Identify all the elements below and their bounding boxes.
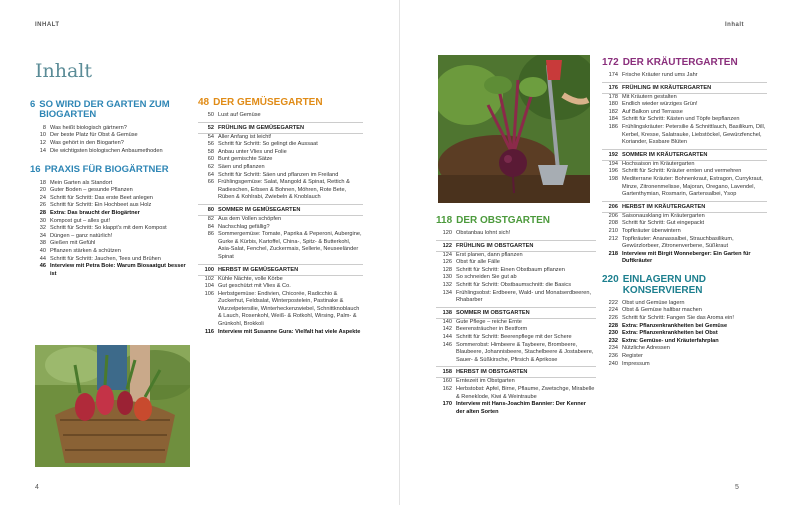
toc-page-number: 170 (442, 401, 452, 408)
toc-entry-title: Obst für alle Fälle (456, 259, 500, 266)
toc-list (602, 213, 767, 266)
toc-page-number: 196 (608, 168, 618, 175)
toc-entry (30, 248, 190, 256)
toc-page-number: 24 (39, 194, 46, 201)
toc-list (198, 134, 363, 202)
toc-entry-title: Obst & Gemüse haltbar machen (622, 307, 702, 314)
subsection-heading: 206 HERBST IM KRÄUTERGARTEN (602, 201, 767, 213)
toc-entry (436, 290, 596, 305)
toc-entry-title: Schritt für Schritt: Das erste Beet anlegen (50, 194, 153, 201)
page-title: Inhalt (35, 60, 93, 82)
toc-page-number: 104 (204, 283, 214, 290)
toc-entry-title: Die wichtigsten biologischen Anbaumethoden (50, 147, 163, 154)
toc-page-number: 34 (39, 232, 46, 239)
toc-entry-title: Frühlingsgemüse: Salat, Mangold & Spinat, Rettich & Radieschen, Erbsen & Bohnen, Möhren, Rote Bete, Rüben & Kohlrabi, Zwiebeln & Knoblauch (218, 179, 350, 201)
toc-entry (30, 125, 190, 133)
toc-page-number: 160 (442, 378, 452, 385)
toc-entry (602, 124, 767, 147)
toc-entry (602, 361, 767, 369)
toc-entry-title: Schritt für Schritt: Säen und pflanzen im Freiland (218, 171, 339, 178)
toc-page-number: 186 (608, 123, 618, 130)
toc-column-4 (602, 57, 767, 368)
toc-entry (436, 319, 596, 327)
toc-entry (602, 72, 767, 80)
toc-entry-title: Extra: Das braucht der Biogärtner (50, 210, 140, 217)
section-heading-kraeutergarten: 172 DER KRÄUTERGARTEN (602, 57, 738, 68)
toc-entry (602, 251, 767, 266)
toc-entry-title: Nützliche Adressen (622, 345, 670, 352)
toc-entry (30, 195, 190, 203)
toc-list (436, 319, 596, 365)
vegetable-basket-photo (35, 345, 190, 467)
toc-entry-title: Interview mit Petra Boie: Warum Biosaatgut besser ist (50, 263, 186, 277)
toc-entry-title: Interview mit Birgit Wonneberger: Ein Garten für Duftkräuter (622, 250, 751, 265)
toc-entry (436, 386, 596, 401)
toc-entry-title: Saisonausklang im Kräutergarten (622, 212, 705, 219)
toc-entry (30, 180, 190, 188)
toc-entry (602, 228, 767, 236)
toc-page-number: 130 (442, 274, 452, 281)
toc-page-number: 126 (442, 259, 452, 266)
toc-page-number: 228 (608, 322, 618, 329)
toc-entry (436, 401, 596, 416)
toc-page-number: 106 (204, 290, 214, 297)
toc-page-number: 232 (608, 337, 618, 344)
toc-entry (198, 149, 363, 157)
toc-entry (602, 94, 767, 102)
toc-entry-title: Aller Anfang ist leicht! (218, 133, 272, 140)
toc-page-number: 30 (39, 217, 46, 224)
toc-entry (602, 353, 767, 361)
toc-list (198, 112, 363, 120)
toc-entry-title: Schritt für Schritt: Gut eingepackt (622, 220, 705, 227)
toc-entry-title: Interview mit Susanne Gura: Vielfalt hat viele Aspekte (218, 328, 361, 335)
toc-page-number: 32 (39, 225, 46, 232)
toc-entry (602, 213, 767, 221)
toc-entry-title: Erst planen, dann pflanzen (456, 251, 523, 258)
toc-entry-title: Guter Boden – gesunde Pflanzen (50, 187, 133, 194)
subsection-heading: 122 FRÜHLING IM OBSTGARTEN (436, 240, 596, 252)
toc-list (436, 378, 596, 416)
toc-entry-title: Was gehört in den Biogarten? (50, 140, 124, 147)
toc-entry-title: Impressum (622, 360, 650, 367)
page-number-left: 4 (35, 484, 39, 491)
toc-entry-title: Schritt für Schritt: So gelingt die Aussaat (218, 141, 318, 148)
toc-page-number: 210 (608, 227, 618, 234)
toc-entry-title: Endlich wieder würziges Grün! (622, 101, 698, 108)
toc-entry (602, 236, 767, 251)
toc-page-number: 198 (608, 175, 618, 182)
toc-entry (30, 233, 190, 241)
toc-entry (436, 259, 596, 267)
subsection-heading: 158 HERBST IM OBSTGARTEN (436, 366, 596, 378)
toc-page-number: 182 (608, 108, 618, 115)
toc-entry (436, 252, 596, 260)
beetroot-illustration (438, 55, 590, 203)
toc-page-number: 120 (442, 230, 452, 236)
toc-page-number: 194 (608, 160, 618, 167)
toc-entry-title: Nachschlag gefällig? (218, 223, 270, 230)
toc-entry-title: Beerensträucher in Bestform (456, 326, 528, 333)
toc-page-number: 86 (207, 231, 214, 238)
toc-entry (436, 230, 596, 238)
toc-page-number: 140 (442, 318, 452, 325)
toc-list (436, 230, 596, 238)
toc-list (602, 72, 767, 80)
toc-entry (602, 101, 767, 109)
toc-page-number: 206 (608, 212, 618, 219)
toc-entry (30, 256, 190, 264)
toc-page-number: 226 (608, 315, 618, 322)
toc-entry-title: Sommerobst: Himbeere & Taybeere, Brombeere, Blaubeere, Johannisbeere, Stachelbeere & Jostabeere, Sauer- & Süßkirsche, Pfirsich & Aprikose (456, 341, 594, 363)
toc-page-number: 234 (608, 345, 618, 352)
toc-page-number: 54 (207, 133, 214, 140)
toc-page-number: 230 (608, 330, 618, 337)
toc-column-1 (30, 100, 190, 278)
toc-entry (30, 240, 190, 248)
toc-page-number: 240 (608, 360, 618, 367)
toc-entry-title: Bunt gemischte Sätze (218, 156, 273, 163)
toc-entry-title: Schritt für Schritt: Fangen Sie das Aroma ein! (622, 315, 734, 322)
toc-entry (198, 291, 363, 329)
toc-page-number: 178 (608, 93, 618, 100)
toc-list (436, 252, 596, 305)
toc-entry (30, 225, 190, 233)
toc-page-number: 146 (442, 341, 452, 348)
toc-entry-title: Interview mit Hans-Joachim Bannier: Der Kenner der alten Sorten (456, 401, 586, 415)
toc-entry-title: Extra: Gemüse- und Kräuterfahrplan (622, 337, 719, 344)
toc-entry (602, 323, 767, 331)
toc-entry (30, 202, 190, 210)
toc-page-number: 84 (207, 223, 214, 230)
toc-entry (602, 300, 767, 308)
toc-list (30, 180, 190, 279)
running-header-right: Inhalt (725, 22, 744, 28)
toc-entry-title: Mein Garten als Standort (50, 179, 113, 186)
toc-entry (198, 231, 363, 261)
toc-page-number: 26 (39, 202, 46, 209)
toc-page-number: 64 (207, 171, 214, 178)
toc-entry (198, 224, 363, 232)
toc-entry-title: Gute Pflege – reiche Ernte (456, 318, 522, 325)
toc-page-number: 116 (204, 328, 214, 335)
toc-entry (436, 282, 596, 290)
toc-entry (602, 345, 767, 353)
toc-entry (198, 329, 363, 337)
toc-list (602, 161, 767, 199)
section-heading-einlagern: 220 EINLAGERN UND KONSERVIEREN (602, 273, 707, 296)
subsection-heading: 80 SOMMER IM GEMÜSEGARTEN (198, 204, 363, 216)
toc-entry-title: Hochsaison im Kräutergarten (622, 160, 695, 167)
toc-column-3 (436, 215, 596, 416)
toc-page-number: 124 (442, 251, 452, 258)
toc-entry-title: Aus dem Vollen schöpfen (218, 215, 282, 222)
toc-list (602, 300, 767, 368)
toc-entry (198, 134, 363, 142)
subsection-heading: 52 FRÜHLING IM GEMÜSEGARTEN (198, 122, 363, 134)
toc-list (602, 94, 767, 147)
toc-page-number: 212 (608, 235, 618, 242)
toc-entry (436, 326, 596, 334)
toc-page-number: 128 (442, 266, 452, 273)
toc-entry-title: Schritt für Schritt: Jauchen, Tees und Brühen (50, 255, 161, 262)
toc-page-number: 56 (207, 141, 214, 148)
toc-entry-title: Schritt für Schritt: Beerenpflege mit der Schere (456, 333, 572, 340)
toc-entry (30, 140, 190, 148)
toc-entry-title: So schneiden Sie gut ab (456, 274, 517, 281)
section-heading-gemuesegarten: 48 DER GEMÜSEGARTEN (198, 97, 323, 108)
toc-entry-title: Topfkräuter überwintern (622, 227, 681, 234)
toc-entry (602, 168, 767, 176)
toc-entry-title: Schritt für Schritt: Kästen und Töpfe bepflanzen (622, 116, 740, 123)
toc-page-number: 132 (442, 281, 452, 288)
toc-page-number: 58 (207, 148, 214, 155)
toc-entry-title: Anbau unter Vlies und Folie (218, 148, 287, 155)
toc-entry-title: Obst und Gemüse lagern (622, 299, 685, 306)
toc-entry (198, 164, 363, 172)
toc-entry-title: Frische Kräuter rund ums Jahr (622, 72, 698, 78)
toc-entry (602, 116, 767, 124)
toc-page-number: 44 (39, 255, 46, 262)
toc-page-number: 10 (39, 132, 46, 139)
toc-entry-title: Schritt für Schritt: Ein Hochbeet aus Holz (50, 202, 152, 209)
toc-page-number: 14 (39, 147, 46, 154)
toc-entry-title: Säen und pflanzen (218, 163, 265, 170)
toc-entry (602, 109, 767, 117)
toc-entry (602, 315, 767, 323)
running-header-left: INHALT (35, 22, 60, 28)
toc-entry (602, 176, 767, 199)
section-heading-biogarten: 6 SO WIRD DER GARTEN ZUM BIOGARTEN (30, 99, 170, 121)
toc-entry (198, 156, 363, 164)
toc-entry (436, 274, 596, 282)
toc-entry (436, 378, 596, 386)
toc-page-number: 236 (608, 353, 618, 360)
toc-entry (436, 267, 596, 275)
toc-entry-title: Gießen mit Gefühl (50, 240, 96, 247)
toc-entry (30, 132, 190, 140)
toc-page-number: 162 (442, 385, 452, 392)
toc-page-number: 40 (39, 248, 46, 255)
subsection-heading: 100 HERBST IM GEMÜSEGARTEN (198, 264, 363, 276)
right-page (400, 0, 800, 505)
toc-page-number: 12 (39, 140, 46, 147)
toc-entry (436, 342, 596, 365)
toc-page-number: 82 (207, 215, 214, 222)
toc-page-number: 222 (608, 299, 618, 306)
toc-column-2 (198, 97, 363, 336)
toc-list (198, 276, 363, 337)
toc-page-number: 20 (39, 187, 46, 194)
toc-page-number: 60 (207, 156, 214, 163)
toc-entry-title: Der beste Platz für Obst & Gemüse (50, 132, 138, 139)
toc-page-number: 28 (39, 210, 46, 217)
toc-entry-title: Mediterrane Kräuter: Bohnenkraut, Estragon, Currykraut, Minze, Zitronenmelisse, Majoran, Oregano, Lavendel, Gartenthymian, Rosmarin, Gartensalbei, Ysop (622, 175, 763, 198)
subsection-heading: 138 SOMMER IM OBSTGARTEN (436, 307, 596, 319)
toc-entry (30, 263, 190, 278)
toc-entry-title: Erntezeit im Obstgarten (456, 378, 515, 385)
toc-list (198, 216, 363, 262)
toc-entry-title: Pflanzen stärken & schützen (50, 248, 121, 255)
toc-entry (602, 161, 767, 169)
toc-entry-title: Düngen – ganz natürlich! (50, 232, 113, 239)
page-number-right: 5 (735, 484, 739, 491)
toc-entry (198, 283, 363, 291)
toc-entry (602, 307, 767, 315)
toc-entry (30, 148, 190, 156)
toc-entry-title: Extra: Pflanzenkrankheiten bei Gemüse (622, 322, 728, 329)
toc-page-number: 50 (207, 112, 214, 118)
toc-entry (198, 112, 363, 120)
toc-page-number: 142 (442, 326, 452, 333)
toc-entry (30, 187, 190, 195)
beetroot-photo (438, 55, 590, 203)
toc-entry-title: Herbstgemüse: Endivien, Chicorée, Radicchio & Zuckerhut, Feldsalat, Winterpostelein, Pastinake & Wurzelpetersilie, Winterheckenzwiebel, Schnittknoblauch & Lauch, Rosenkohl, Weiß- & Rotkohl, Wirsing, Palm- & Grünkohl, Brokkoli (218, 290, 360, 328)
toc-list (30, 125, 190, 155)
toc-page-number: 224 (608, 307, 618, 314)
toc-entry (602, 220, 767, 228)
toc-entry (30, 218, 190, 226)
toc-entry (198, 141, 363, 149)
toc-entry-title: Schritt für Schritt: Obstbaumschnitt: die Basics (456, 281, 572, 288)
subsection-heading: 192 SOMMER IM KRÄUTERGARTEN (602, 149, 767, 161)
toc-entry (198, 216, 363, 224)
toc-entry-title: Frühlingskräuter: Petersilie & Schnittlauch, Basilikum, Dill, Kerbel, Kresse, Salatrauke, Liebstöckel, Gewürzfenchel, Koriander, Essbare Blüten (622, 123, 766, 146)
toc-entry-title: Lust auf Gemüse (218, 112, 261, 118)
toc-entry (30, 210, 190, 218)
toc-entry-title: Extra: Pflanzenkrankheiten bei Obst (622, 330, 718, 337)
toc-page-number: 38 (39, 240, 46, 247)
toc-page-number: 102 (204, 275, 214, 282)
section-heading-obstgarten: 118 DER OBSTGARTEN (436, 215, 551, 226)
toc-entry (198, 276, 363, 284)
toc-entry (198, 172, 363, 180)
toc-page-number: 184 (608, 116, 618, 123)
toc-entry-title: Sommergemüse: Tomate, Paprika & Peperoni, Aubergine, Gurke & Kürbis, Kartoffel, China-, Spitz- & Butterkohl, Asia-Salat, Fenchel, Zuckermais, Sellerie, Neuseeländer Spinat (218, 231, 362, 260)
toc-entry-title: Gut geschützt mit Vlies & Co. (218, 283, 291, 290)
toc-entry-title: Schritt für Schritt: So klappt's mit dem Kompost (50, 225, 167, 232)
toc-page-number: 66 (207, 179, 214, 186)
toc-page-number: 134 (442, 289, 452, 296)
toc-entry (436, 334, 596, 342)
toc-page-number: 180 (608, 101, 618, 108)
toc-entry-title: Mit Kräutern gestalten (622, 93, 677, 100)
toc-page-number: 18 (39, 179, 46, 186)
section-heading-praxis: 16 PRAXIS FÜR BIOGÄRTNER (30, 164, 169, 176)
toc-entry-title: Schritt für Schritt: Kräuter ernten und vermehren (622, 168, 742, 175)
toc-entry-title: Herbstobst: Apfel, Birne, Pflaume, Zwetschge, Mirabelle & Reneklode, Kiwi & Weintraube (456, 385, 595, 400)
toc-page-number: 46 (39, 263, 46, 270)
toc-page-number: 218 (608, 250, 618, 257)
toc-entry-title: Auf Balkon und Terrasse (622, 108, 683, 115)
toc-entry-title: Was heißt biologisch gärtnern? (50, 124, 127, 131)
toc-page-number: 8 (42, 124, 46, 131)
toc-entry-title: Frühlingsobst: Erdbeere, Wald- und Monatserdbeeren, Rhabarber (456, 289, 592, 304)
toc-page-number: 208 (608, 220, 618, 227)
toc-entry-title: Kühle Nächte, volle Körbe (218, 275, 283, 282)
toc-entry-title: Obstanbau lohnt sich! (456, 230, 511, 236)
subsection-heading: 176 FRÜHLING IM KRÄUTERGARTEN (602, 82, 767, 94)
toc-entry (602, 330, 767, 338)
toc-page-number: 174 (608, 72, 618, 78)
toc-entry (198, 179, 363, 202)
toc-page-number: 62 (207, 163, 214, 170)
toc-entry-title: Schritt für Schritt: Einen Obstbaum pflanzen (456, 266, 565, 273)
toc-entry-title: Register (622, 353, 643, 360)
basket-illustration (35, 345, 190, 467)
toc-entry-title: Topfkräuter: Ananassalbei, Strauchbasilikum, Gewürzlorbeer, Zitronenverbene, Süßkraut (622, 235, 734, 250)
toc-page-number: 144 (442, 333, 452, 340)
toc-entry (602, 338, 767, 346)
toc-entry-title: Kompost gut – alles gut! (50, 217, 111, 224)
